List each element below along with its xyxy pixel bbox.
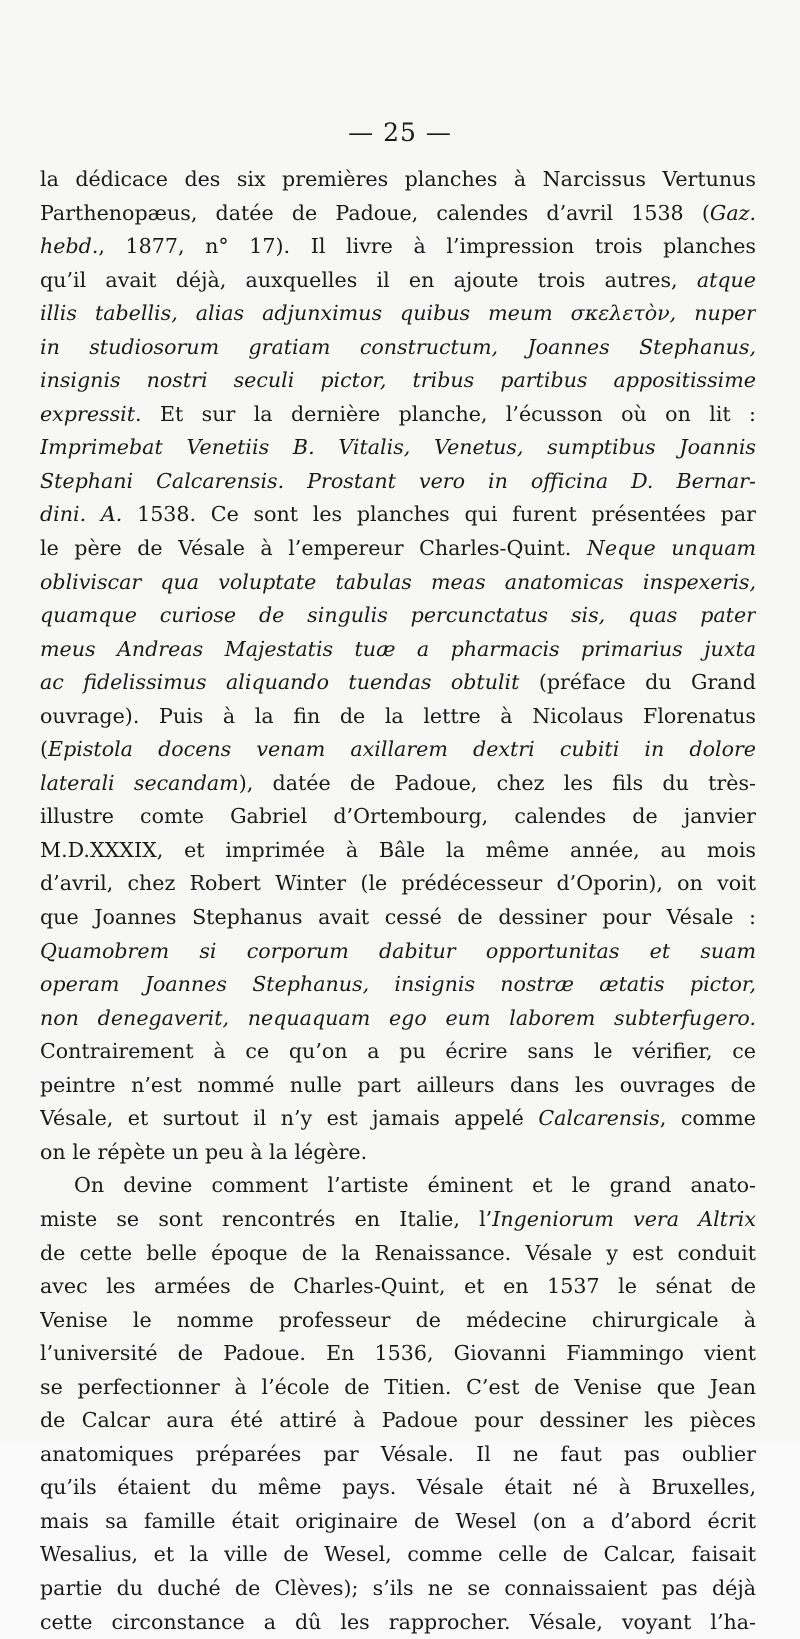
body-text <box>40 163 756 1639</box>
text-run: . Et sur la dernière planche, l’écusson où on lit : <box>135 401 756 426</box>
italic-text: atque <box>696 267 756 292</box>
text-run: se perfectionner à l’école de Titien. C’est de Venise que Jean <box>40 1374 756 1399</box>
text-line <box>40 1203 756 1237</box>
text-line <box>40 666 756 700</box>
text-line <box>40 767 756 801</box>
text-line <box>40 1002 756 1036</box>
text-line <box>40 566 756 600</box>
text-line <box>40 1270 756 1304</box>
text-line <box>40 230 756 264</box>
text-run: mais sa famille était originaire de Wesel (on a d’abord écrit <box>40 1508 756 1533</box>
text-line <box>40 331 756 365</box>
text-run: on le répète un peu à la légère. <box>40 1139 368 1164</box>
text-line <box>40 364 756 398</box>
text-run: cette circonstance a dû les rapprocher. Vésale, voyant l’ha- <box>40 1609 756 1634</box>
italic-text: operam Joannes Stephanus, insignis nostræ ætatis pictor, <box>40 972 756 997</box>
text-line <box>40 398 756 432</box>
italic-text: Stephani Calcarensis. Prostant vero in officina D. Bernar- <box>40 468 756 493</box>
italic-text: obliviscar qua voluptate tabulas meas anatomicas inspexeris, <box>40 569 756 594</box>
italic-text: insignis nostri seculi pictor, tribus partibus appositissime <box>40 368 756 393</box>
text-line <box>40 532 756 566</box>
text-run: partie du duché de Clèves); s’ils ne se connaissaient pas déjà <box>40 1575 756 1600</box>
text-run: qu’ils étaient du même pays. Vésale était né à Bruxelles, <box>40 1475 756 1500</box>
italic-text: quamque curiose de singulis percunctatus sis, quas pater <box>40 603 756 628</box>
italic-text: illis tabellis, alias adjunximus quibus meum σκελετὸν, nuper <box>40 301 756 326</box>
text-line <box>40 599 756 633</box>
text-line <box>40 197 756 231</box>
text-line <box>40 1606 756 1639</box>
text-run: Wesalius, et la ville de Wesel, comme celle de Calcar, faisait <box>40 1542 756 1567</box>
text-run: que Joannes Stephanus avait cessé de dessiner pour Vésale : <box>40 905 756 930</box>
text-run: ouvrage). Puis à la fin de la lettre à Nicolaus Florenatus <box>40 703 756 728</box>
text-line <box>40 465 756 499</box>
italic-text: non denegaverit, nequaquam ego eum laborem subterfugero. <box>40 1005 756 1030</box>
text-line <box>40 1471 756 1505</box>
text-line <box>40 163 756 197</box>
italic-text: dini. A. <box>40 502 123 527</box>
text-line <box>40 800 756 834</box>
text-run: On devine comment l’artiste éminent et le grand anato- <box>74 1173 756 1198</box>
text-line <box>40 1304 756 1338</box>
italic-text: Gaz. <box>709 200 756 225</box>
text-line <box>40 1538 756 1572</box>
text-run: ), datée de Padoue, chez les fils du très- <box>238 770 756 795</box>
page-number: — 25 — <box>348 118 452 147</box>
italic-text: ac fidelissimus aliquando tuendas obtulit <box>40 670 520 695</box>
text-run: qu’il avait déjà, auxquelles il en ajoute trois autres, <box>40 267 697 292</box>
text-run: de cette belle époque de la Renaissance. Vésale y est conduit <box>40 1240 756 1265</box>
text-line <box>40 968 756 1002</box>
text-run: (préface du Grand <box>519 670 756 695</box>
text-line <box>40 901 756 935</box>
text-line <box>40 1237 756 1271</box>
text-line <box>40 935 756 969</box>
text-line <box>40 1572 756 1606</box>
italic-text: in studiosorum gratiam constructum, Joannes Stephanus, <box>40 334 756 359</box>
text-line <box>40 834 756 868</box>
text-run: , 1877, n° 17). Il livre à l’impression trois planches <box>98 234 756 259</box>
text-run: Venise le nomme professeur de médecine chirurgicale à <box>40 1307 756 1332</box>
text-line <box>40 431 756 465</box>
italic-text: expressit <box>40 401 136 426</box>
italic-text: Quamobrem si corporum dabitur opportunitas et suam <box>40 938 756 963</box>
text-run: peintre n’est nommé nulle part ailleurs dans les ouvrages de <box>40 1072 756 1097</box>
text-run: le père de Vésale à l’empereur Charles-Quint. <box>40 536 587 561</box>
italic-text: hebd. <box>40 234 99 259</box>
text-line <box>40 1136 756 1170</box>
italic-text: Ingeniorum vera Altrix <box>492 1206 756 1231</box>
text-run: la dédicace des six premières planches à Narcissus Vertunus <box>40 167 756 191</box>
italic-text: Imprimebat Venetiis B. Vitalis, Venetus, sumptibus Joannis <box>40 435 756 460</box>
text-run: ( <box>40 737 49 762</box>
text-line <box>40 1438 756 1472</box>
text-line <box>40 498 756 532</box>
text-line <box>40 867 756 901</box>
text-run: 1538. Ce sont les planches qui furent présentées par <box>122 502 756 527</box>
text-run: avec les armées de Charles-Quint, et en 1537 le sénat de <box>40 1274 756 1299</box>
text-line <box>40 1169 756 1203</box>
italic-text: Calcarensis <box>538 1106 660 1131</box>
text-line <box>40 297 756 331</box>
italic-text: Epistola docens venam axillarem dextri cubiti in dolore <box>48 737 756 762</box>
text-line <box>40 1371 756 1405</box>
italic-text: laterali secandam <box>40 770 239 795</box>
text-line <box>40 733 756 767</box>
text-line <box>40 1505 756 1539</box>
text-line <box>40 633 756 667</box>
text-line <box>40 1337 756 1371</box>
italic-text: meus Andreas Majestatis tuæ a pharmacis primarius juxta <box>40 636 756 661</box>
text-run: Contrairement à ce qu’on a pu écrire sans le vérifier, ce <box>40 1039 756 1064</box>
text-run: de Calcar aura été attiré à Padoue pour dessiner les pièces <box>40 1408 756 1433</box>
text-line <box>40 264 756 298</box>
italic-text: Neque unquam <box>586 536 756 561</box>
text-run: miste se sont rencontrés en Italie, l’ <box>40 1206 493 1231</box>
text-run: anatomiques préparées par Vésale. Il ne faut pas oublier <box>40 1441 756 1466</box>
text-line <box>40 1069 756 1103</box>
text-run: Vésale, et surtout il n’y est jamais appelé <box>40 1106 539 1131</box>
text-run: d’avril, chez Robert Winter (le prédécesseur d’Oporin), on voit <box>40 871 756 896</box>
text-line <box>40 1035 756 1069</box>
text-line <box>40 700 756 734</box>
text-run: , comme <box>659 1106 756 1131</box>
text-run: M.D.XXXIX, et imprimée à Bâle la même année, au mois <box>40 837 756 862</box>
text-run: l’université de Padoue. En 1536, Giovanni Fiammingo vient <box>40 1341 756 1366</box>
text-line <box>40 1404 756 1438</box>
text-run: illustre comte Gabriel d’Ortembourg, calendes de janvier <box>40 804 756 829</box>
text-run: Parthenopæus, datée de Padoue, calendes d’avril 1538 ( <box>40 200 710 225</box>
text-line <box>40 1102 756 1136</box>
